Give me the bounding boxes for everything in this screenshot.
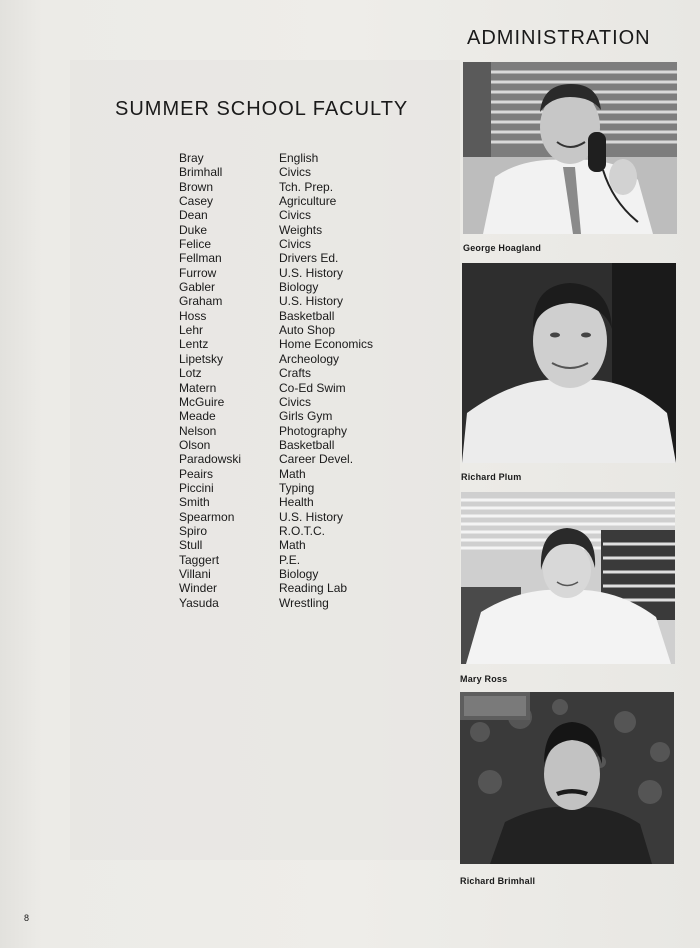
faculty-row <box>179 251 373 265</box>
faculty-subject: Co-Ed Swim <box>279 380 346 395</box>
faculty-row <box>179 581 373 595</box>
faculty-name: Bray <box>179 151 204 165</box>
faculty-row <box>179 467 373 481</box>
faculty-subject: Photography <box>279 423 348 438</box>
faculty-subject: Basketball <box>279 437 335 452</box>
faculty-subject: Crafts <box>279 366 312 381</box>
faculty-name: Furrow <box>179 265 217 280</box>
admin-photo-george-hoagland <box>463 62 677 234</box>
faculty-name: Lentz <box>179 337 209 352</box>
faculty-row <box>179 409 373 423</box>
faculty-row <box>179 323 373 337</box>
summer-school-faculty-heading: SUMMER SCHOOL FACULTY <box>115 98 409 120</box>
faculty-row <box>179 452 373 466</box>
faculty-subject: Basketball <box>279 308 335 323</box>
faculty-subject: U.S. History <box>279 265 344 280</box>
faculty-row <box>179 495 373 509</box>
faculty-row <box>179 337 373 351</box>
faculty-subject: U.S. History <box>279 509 344 524</box>
faculty-subject: English <box>279 151 319 165</box>
faculty-name: Casey <box>179 194 214 209</box>
faculty-name: Piccini <box>179 480 214 495</box>
faculty-name: Olson <box>179 437 211 452</box>
faculty-name: Fellman <box>179 251 222 266</box>
faculty-name: Lehr <box>179 323 204 338</box>
faculty-row <box>179 223 373 237</box>
faculty-row <box>179 438 373 452</box>
faculty-name: Taggert <box>179 552 220 567</box>
admin-caption: Mary Ross <box>460 674 508 684</box>
faculty-roster <box>179 151 373 610</box>
faculty-name: Felice <box>179 237 212 252</box>
faculty-row <box>179 151 373 165</box>
faculty-name: Matern <box>179 380 217 395</box>
administration-heading: ADMINISTRATION <box>467 27 651 49</box>
faculty-row <box>179 553 373 567</box>
faculty-row <box>179 481 373 495</box>
faculty-subject: Agriculture <box>279 194 337 209</box>
faculty-row <box>179 538 373 552</box>
faculty-subject: R.O.T.C. <box>279 523 326 538</box>
faculty-subject: Typing <box>279 480 315 495</box>
faculty-subject: Health <box>279 495 314 510</box>
faculty-row <box>179 352 373 366</box>
faculty-name: Yasuda <box>179 595 219 610</box>
faculty-subject: Biology <box>279 280 319 295</box>
faculty-subject: Career Devel. <box>279 452 354 467</box>
faculty-row <box>179 424 373 438</box>
faculty-subject: P.E. <box>279 552 301 567</box>
admin-caption: Richard Brimhall <box>460 876 536 886</box>
faculty-subject: Girls Gym <box>279 409 333 424</box>
faculty-row <box>179 524 373 538</box>
faculty-subject: Civics <box>279 394 311 409</box>
faculty-subject: Civics <box>279 237 311 252</box>
faculty-name: Spiro <box>179 523 208 538</box>
faculty-row <box>179 208 373 222</box>
faculty-row <box>179 395 373 409</box>
faculty-name: Peairs <box>179 466 214 481</box>
faculty-row <box>179 309 373 323</box>
faculty-subject: Home Economics <box>279 337 374 352</box>
faculty-name: Brown <box>179 179 214 194</box>
faculty-name: Nelson <box>179 423 217 438</box>
admin-photo-richard-plum <box>462 263 676 463</box>
faculty-row <box>179 165 373 179</box>
faculty-row <box>179 194 373 208</box>
admin-photo-mary-ross <box>461 492 675 664</box>
faculty-subject: Drivers Ed. <box>279 251 339 266</box>
faculty-name: Winder <box>179 581 218 596</box>
faculty-name: Graham <box>179 294 223 309</box>
faculty-subject: Civics <box>279 165 311 180</box>
faculty-name: Meade <box>179 409 216 424</box>
faculty-subject: Math <box>279 466 306 481</box>
faculty-subject: Archeology <box>279 351 340 366</box>
faculty-name: Paradowski <box>179 452 242 467</box>
faculty-name: Dean <box>179 208 208 223</box>
faculty-row <box>179 266 373 280</box>
faculty-subject: Wrestling <box>279 595 329 610</box>
faculty-name: Duke <box>179 222 208 237</box>
faculty-name: Smith <box>179 495 210 510</box>
faculty-row <box>179 366 373 380</box>
faculty-name: Brimhall <box>179 165 223 180</box>
faculty-subject: Auto Shop <box>279 323 336 338</box>
faculty-subject: Reading Lab <box>279 581 348 596</box>
faculty-row <box>179 237 373 251</box>
faculty-row <box>179 510 373 524</box>
faculty-subject: U.S. History <box>279 294 344 309</box>
admin-caption: George Hoagland <box>463 243 542 253</box>
faculty-row <box>179 280 373 294</box>
faculty-subject: Weights <box>279 222 323 237</box>
faculty-row <box>179 294 373 308</box>
faculty-name: McGuire <box>179 394 225 409</box>
faculty-name: Hoss <box>179 308 207 323</box>
admin-photo-richard-brimhall <box>460 692 674 864</box>
faculty-name: Villani <box>179 566 211 581</box>
faculty-row <box>179 381 373 395</box>
faculty-subject: Civics <box>279 208 311 223</box>
faculty-name: Gabler <box>179 280 216 295</box>
faculty-name: Lotz <box>179 366 202 381</box>
faculty-name: Stull <box>179 538 203 553</box>
faculty-row <box>179 596 373 610</box>
admin-caption: Richard Plum <box>461 472 522 482</box>
faculty-subject: Tch. Prep. <box>279 179 334 194</box>
faculty-subject: Math <box>279 538 306 553</box>
faculty-name: Spearmon <box>179 509 235 524</box>
faculty-name: Lipetsky <box>179 351 224 366</box>
faculty-row <box>179 567 373 581</box>
page-number: 8 <box>24 913 30 923</box>
faculty-row <box>179 180 373 194</box>
faculty-subject: Biology <box>279 566 319 581</box>
